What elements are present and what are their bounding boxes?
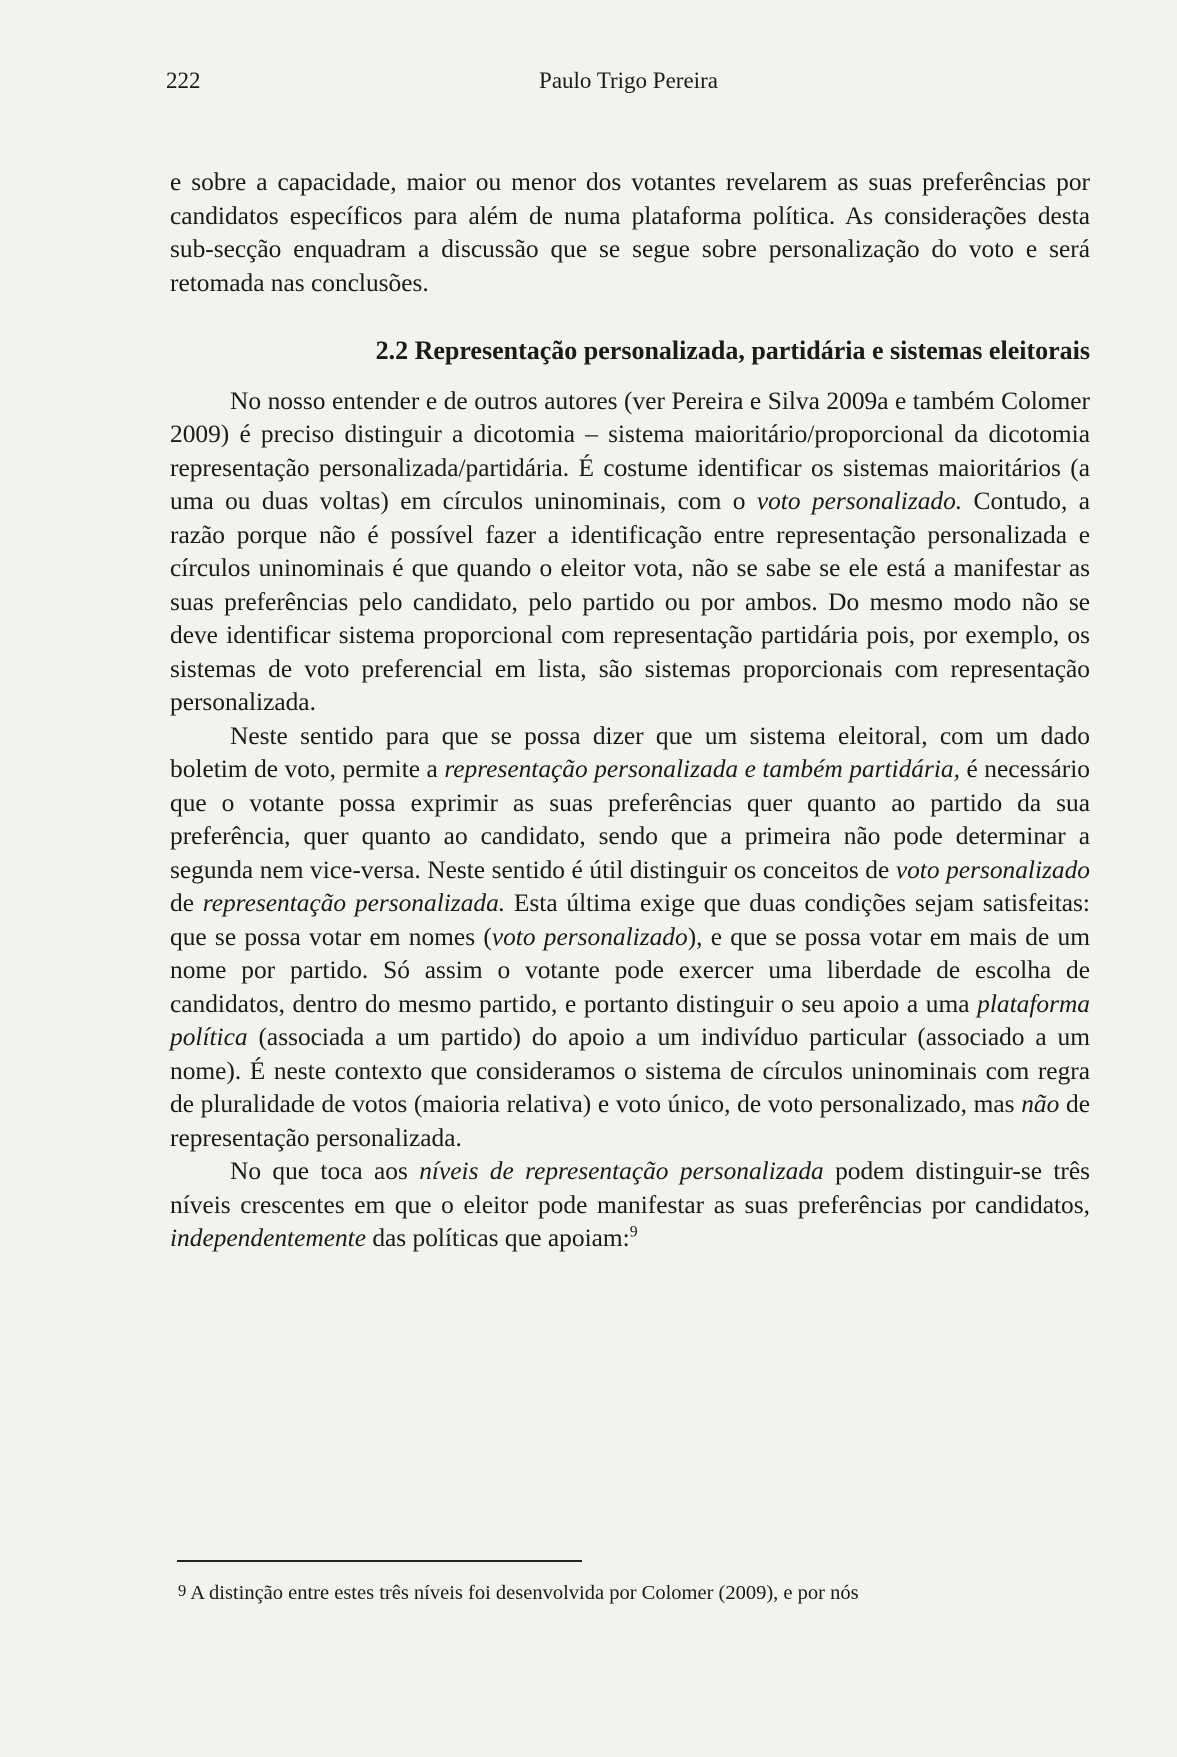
paragraph-3-italic-l: não xyxy=(1021,1090,1060,1118)
body-text xyxy=(170,166,1090,1256)
paragraph-3-italic-f: representação personalizada. xyxy=(202,889,506,917)
paragraph-2-text-c: Contudo, a razão porque não é possível fazer a identificação entre representação personalizada e círculos uninominais é que quando o eleitor vota, não se sabe se ele está a manifestar as suas preferências pelo candidato, pelo partido ou por ambos. Do mesmo modo não se deve identificar sistema proporcional com representação partidária pois, por exemplo, os sistemas de voto preferencial em lista, são sistemas proporcionais com representação personalizada. xyxy=(170,487,1090,716)
paragraph-3-text-a: Neste sentido para que se possa dizer que um sistema eleitoral, com um dado boletim de voto, permite a xyxy=(170,721,1090,783)
footnote-reference: 9 xyxy=(629,1223,638,1241)
paragraph-2-italic-voto-personalizado: voto personalizado. xyxy=(756,487,963,515)
paragraph-4-text-a: No que toca aos xyxy=(230,1157,420,1185)
paragraph-3-italic-h: voto personalizado xyxy=(491,922,688,951)
running-head xyxy=(166,68,1091,102)
paragraph-3-text-g: Esta última exige que duas condições sejam satisfeitas: que se possa votar em nomes ( xyxy=(170,889,1090,951)
paragraph-2-text-a: No nosso entender e de outros autores (ver Pereira e Silva 2009a e também Colomer 2009) é preciso distinguir a dicotomia – sistema maioritário/proporcional da dicotomia representação personalizada/partidária. É costume identificar os sistemas maioritários (a uma ou duas voltas) em círculos uninominais, com o xyxy=(170,386,1090,515)
paragraph-3-text-k: (associada a um partido) do apoio a um indivíduo particular (associado a um nome). É neste contexto que consideramos o sistema de círculos uninominais com regra de pluralidade de votos (maioria relativa) e voto único, de voto personalizado, mas xyxy=(170,1023,1090,1118)
footnote-rule xyxy=(177,1560,582,1562)
paragraph-3-text-m: de representação personalizada. xyxy=(170,1090,1090,1152)
footnote-text: A distinção entre estes três níveis foi desenvolvida por Colomer (2009), e por nós xyxy=(190,1582,859,1604)
paragraph-2 xyxy=(170,385,1090,720)
footnote-mark: 9 xyxy=(178,1581,187,1600)
paragraph-4-italic-b: níveis de representação personalizada xyxy=(419,1157,824,1185)
paragraph-3-italic-d: voto personalizado xyxy=(895,855,1090,884)
paragraph-4-text-e: das políticas que apoiam: xyxy=(365,1224,630,1252)
running-title: Paulo Trigo Pereira xyxy=(539,68,718,93)
paragraph-1: e sobre a capacidade, maior ou menor dos votantes revelarem as suas preferências por candidatos específicos para além de numa plataforma política. As considerações desta sub-secção enquadram a discussão que se segue sobre personalização do voto e será retomada nas conclusões. xyxy=(170,168,1090,297)
paragraph-4-italic-d: independentemente xyxy=(170,1224,366,1252)
paragraph-3-text-i: ), e que se possa votar em mais de um nome por partido. Só assim o votante pode exercer uma liberdade de escolha de candidatos, dentro do mesmo partido, e portanto distinguir o seu apoio a uma xyxy=(170,922,1090,1018)
paragraph-4 xyxy=(170,1155,1090,1256)
paragraph-3-text-c: é necessário que o votante possa exprimir as suas preferências quer quanto ao partido da sua preferência, quer quanto ao candidato, sendo que a primeira não pode determinar a segunda nem vice-versa. Neste sentido é útil distinguir os conceitos de xyxy=(170,755,1090,884)
paragraph-4-text-c: podem distinguir-se três níveis crescentes em que o eleitor pode manifestar as suas preferências por candidatos, xyxy=(170,1157,1090,1219)
footnote xyxy=(178,1576,1090,1608)
paragraph-3-italic-b: representação personalizada e também partidária, xyxy=(444,755,960,783)
paragraph-3-text-e: de xyxy=(170,889,203,917)
paragraph-3-italic-j: plataforma política xyxy=(170,989,1090,1051)
page-number: 222 xyxy=(166,68,201,93)
section-heading: 2.2 Representação personalizada, partidária e sistemas eleitorais xyxy=(375,336,1090,365)
paragraph-3 xyxy=(170,720,1090,1156)
